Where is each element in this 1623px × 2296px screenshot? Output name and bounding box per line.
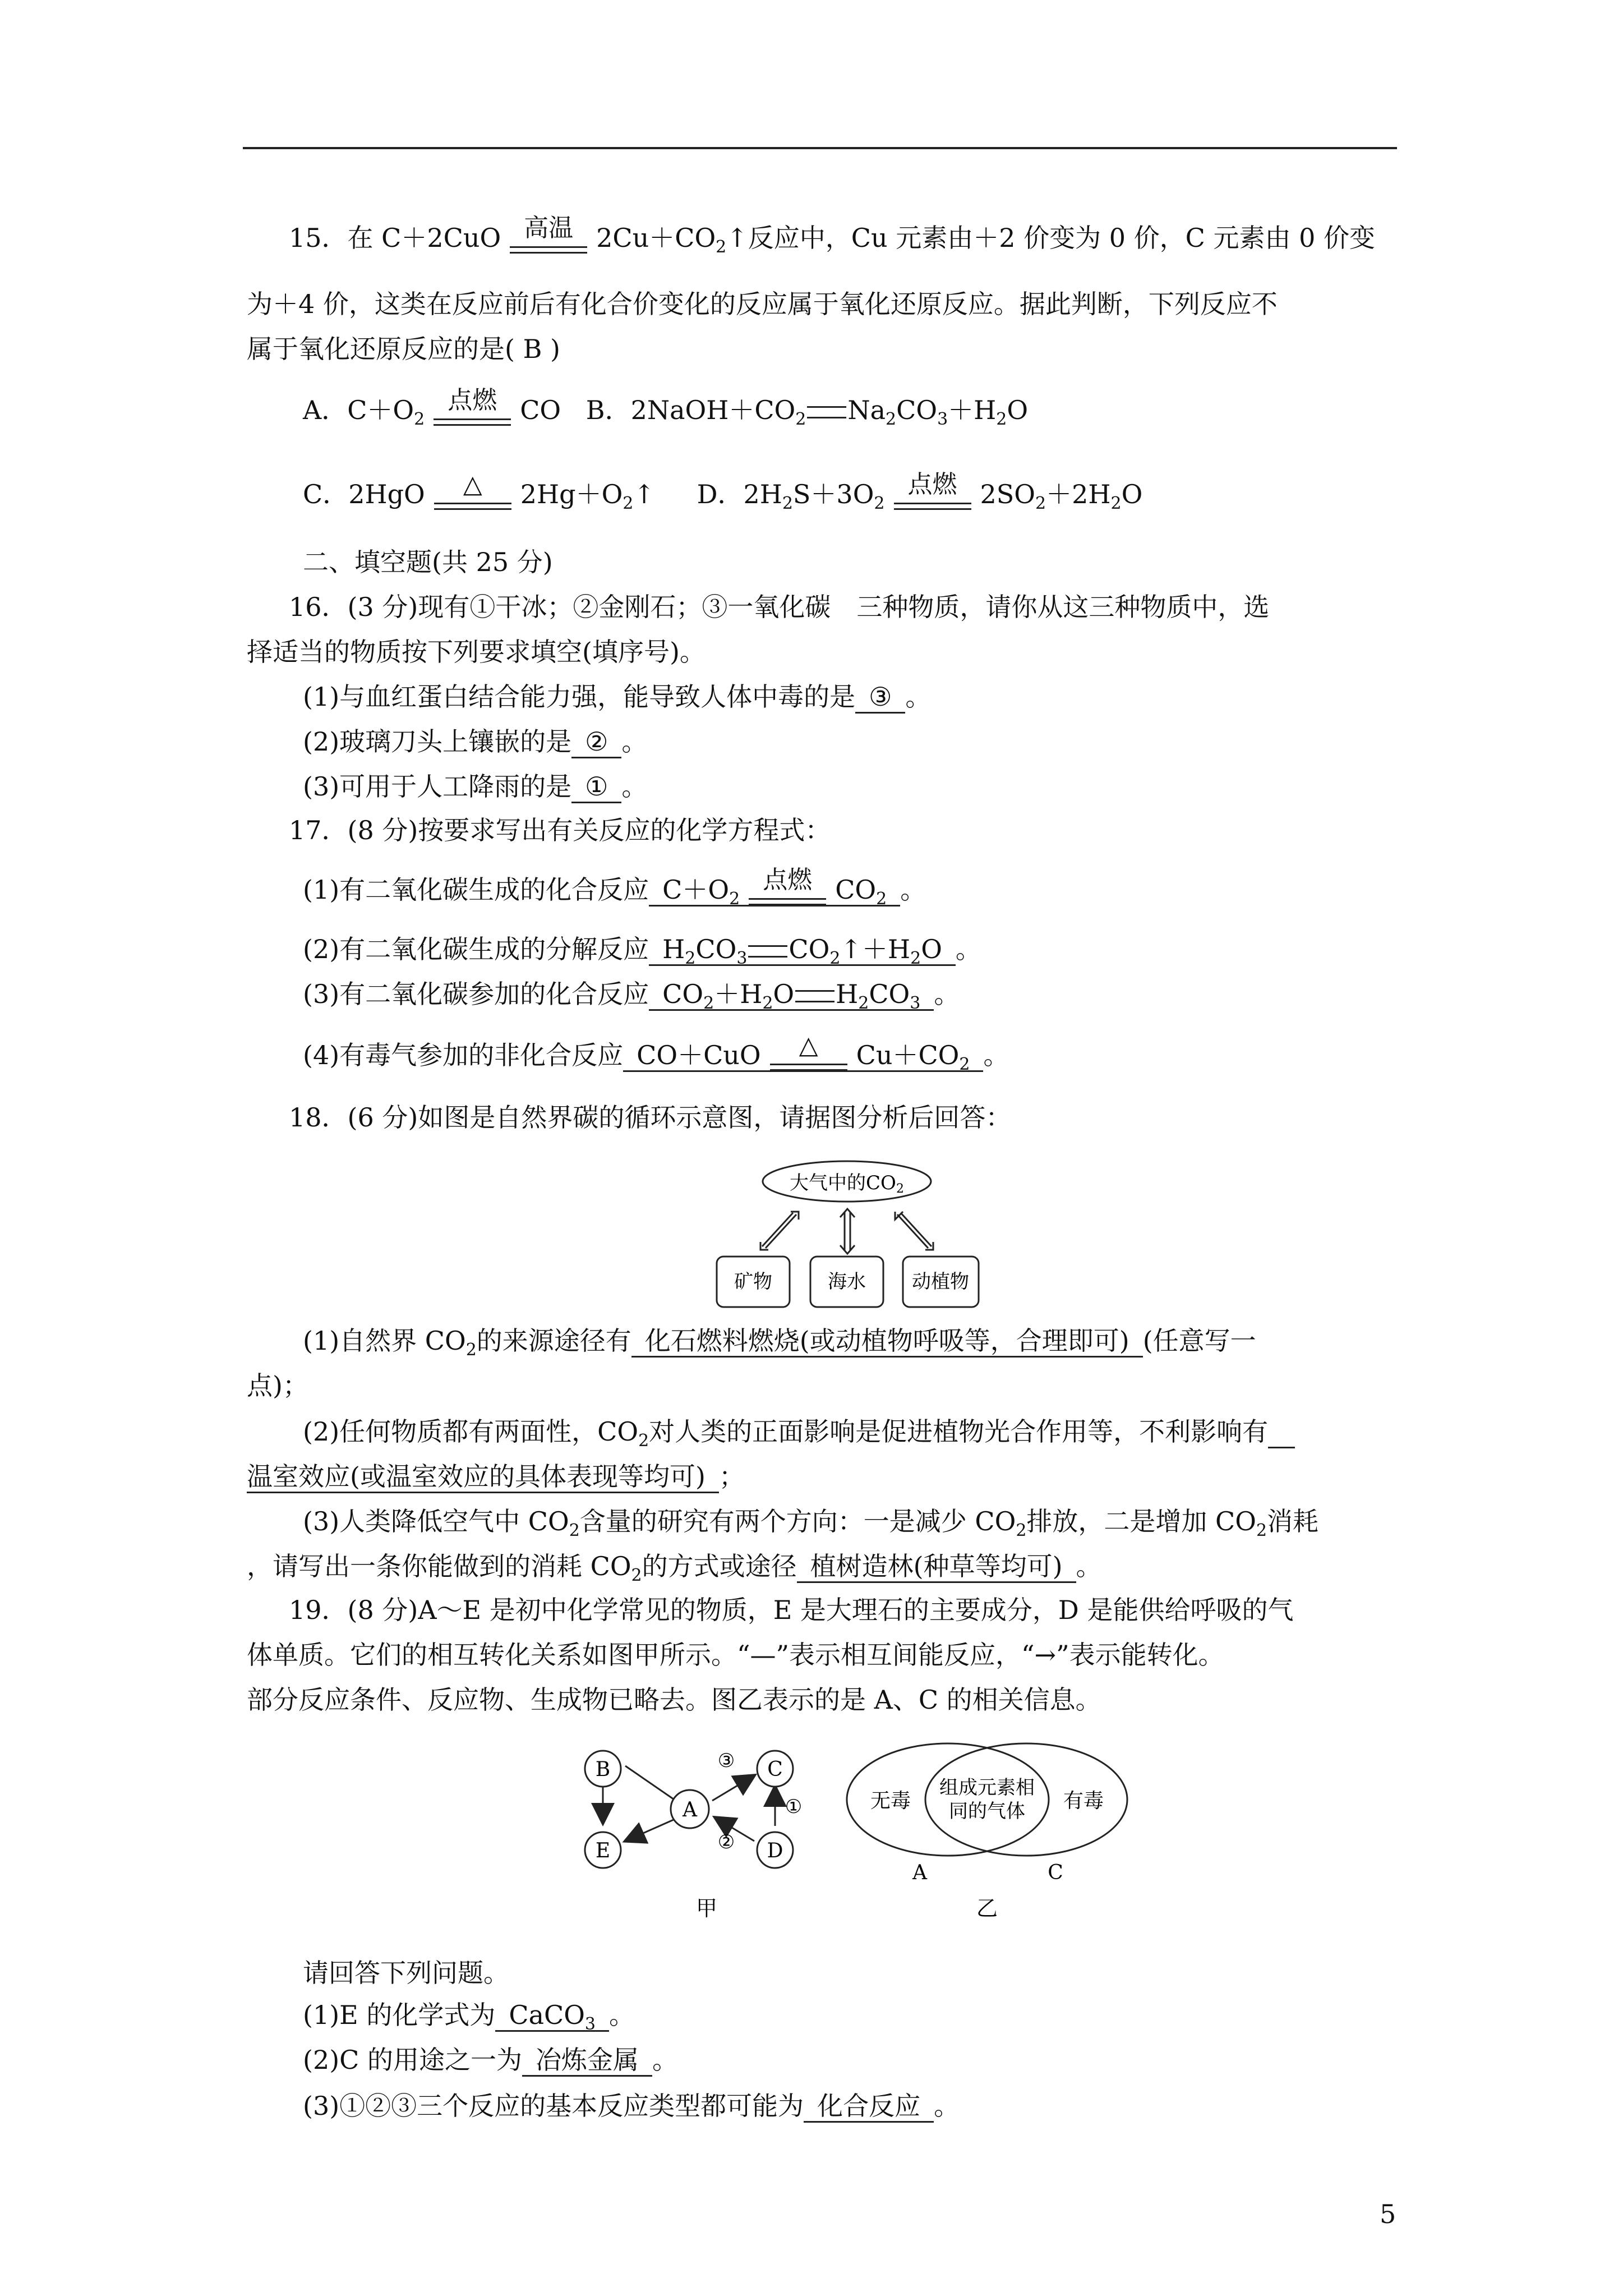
- condition-arrow: △: [431, 471, 515, 522]
- condition-arrow: △: [767, 1032, 851, 1083]
- answer-blank: 化石燃料燃烧(或动植物呼吸等，合理即可): [631, 1326, 1143, 1358]
- caption-jia: 甲: [695, 1896, 718, 1921]
- q18-part2: (2)任何物质都有两面性，$CO_2$对人类的正面影响是促进植物光合作用等，不利影响有: [303, 1414, 1295, 1459]
- q15-line1: 15．在 C＋2CuO 高温 $2Cu+CO_2↑$反应中，Cu 元素由＋2 价变为 0 价，C 元素由 0 价变: [289, 215, 1375, 265]
- q19-ask: 请回答下列问题。: [303, 1958, 509, 1988]
- answer-blank: $CO_2+H_2O$ $H_2CO_3$: [649, 979, 934, 1011]
- node-a: A: [683, 1798, 697, 1821]
- q19-line3: 部分反应条件、反应物、生成物已略去。图乙表示的是 A、C 的相关信息。: [247, 1685, 1101, 1715]
- answer-blank: 化合反应: [804, 2091, 934, 2123]
- page-number: 5: [1380, 2199, 1396, 2229]
- q16-line1: 16．(3 分)现有①干冰；②金刚石；③一氧化碳 三种物质，请你从这三种物质中，选: [289, 592, 1270, 622]
- q17-line1: 17．(8 分)按要求写出有关反应的化学方程式：: [289, 815, 831, 845]
- node-b: B: [595, 1758, 611, 1781]
- section-title: 二、填空题(共 25 分): [303, 547, 553, 577]
- condition-arrow: 点燃: [430, 387, 514, 438]
- q18-part2-cont: 温室效应(或温室效应的具体表现等均可) ；: [247, 1458, 745, 1494]
- q18-part1-cont: 点)；: [247, 1370, 308, 1401]
- caption-yi: 乙: [976, 1896, 998, 1921]
- carbon-cycle-diagram: [712, 1156, 981, 1313]
- header-rule: [243, 147, 1397, 149]
- venn-overlap-line2: 同的气体: [949, 1800, 1025, 1823]
- q18-line1: 18．(6 分)如图是自然界碳的循环示意图，请据图分析后回答：: [289, 1102, 1012, 1133]
- node-c: C: [767, 1758, 783, 1781]
- q19-line1: 19．(8 分)A～E 是初中化学常见的物质，E 是大理石的主要成分，D 是能供给呼吸的气: [289, 1595, 1294, 1625]
- q18-part3-cont: ，请写出一条你能做到的消耗 $CO_2$的方式或途径 植树造林(种草等均可) 。: [247, 1551, 1102, 1586]
- condition-arrow: 高温: [506, 215, 591, 265]
- diagram-box-seawater: 海水: [828, 1271, 866, 1293]
- answer-blank: 冶炼金属: [522, 2045, 652, 2077]
- mark-2: ②: [717, 1831, 735, 1853]
- q15-options-cd: C．2HgO △ $2Hg+O_2↑$ D．$2H_2S+3O_2$ 点燃 $2SO_2+2H_2O$: [303, 471, 1142, 522]
- q16-part3: (3)可用于人工降雨的是 ① 。: [303, 769, 647, 804]
- q15-line3: 属于氧化还原反应的是( B ): [247, 334, 560, 364]
- mark-1: ①: [785, 1796, 803, 1818]
- q15-options-ab: A．$C+O_2$ 点燃 CO B．$2NaOH+CO_2$ $Na_2CO_3+H_2O$: [303, 387, 1028, 438]
- answer-blank: ①: [571, 771, 621, 803]
- answer-blank: CaCO$_3$: [495, 2000, 609, 2032]
- q19-line2: 体单质。它们的相互转化关系如图甲所示。“—”表示相互间能反应，“→”表示能转化。: [247, 1640, 1224, 1670]
- q19-part1: (1)E 的化学式为 CaCO$_3$ 。: [303, 2000, 635, 2035]
- node-d: D: [767, 1839, 783, 1862]
- q19-part2: (2)C 的用途之一为 冶炼金属 。: [303, 2042, 678, 2078]
- figure-yi: [841, 1717, 1133, 1924]
- answer-blank: $C+O_2$ 点燃 $CO_2$: [649, 875, 900, 907]
- q18-part3: (3)人类降低空气中 $CO_2$含量的研究有两个方向：一是减少 $CO_2$排放，二是增加 $CO_2$消耗: [303, 1506, 1319, 1541]
- condition-arrow: 点燃: [891, 471, 975, 522]
- q17-part3: (3)有二氧化碳参加的化合反应 $CO_2+H_2O$ $H_2CO_3$ 。: [303, 979, 960, 1014]
- venn-set-a: A: [912, 1861, 927, 1884]
- q16-part1: (1)与血红蛋白结合能力强，能导致人体中毒的是 ③ 。: [303, 679, 931, 715]
- diagram-box-mineral: 矿物: [734, 1271, 772, 1293]
- answer-blank: ②: [571, 726, 621, 758]
- q16-line2: 择适当的物质按下列要求填空(填序号)。: [247, 637, 706, 667]
- diagram-box-organisms: 动植物: [912, 1271, 969, 1293]
- q17-part1: (1)有二氧化碳生成的化合反应 $C+O_2$ 点燃 $CO_2$ 。: [303, 867, 926, 917]
- q19-part3: (3)①②③三个反应的基本反应类型都可能为 化合反应 。: [303, 2088, 960, 2124]
- diagram-atmosphere-label: 大气中的CO2: [790, 1172, 904, 1196]
- mark-3: ③: [717, 1750, 735, 1772]
- node-e: E: [595, 1839, 611, 1862]
- answer-blank: ③: [855, 682, 905, 714]
- venn-right-label: 有毒: [1063, 1789, 1104, 1812]
- venn-set-c: C: [1048, 1861, 1063, 1884]
- q17-part2: (2)有二氧化碳生成的分解反应 $H_2CO_3$ $CO_2↑+H_2O$ 。: [303, 934, 981, 969]
- q18-part1: (1)自然界 $CO_2$的来源途径有 化石燃料燃烧(或动植物呼吸等，合理即可) (任意写一: [303, 1326, 1256, 1360]
- answer-blank: CO＋CuO △ $Cu+CO_2$: [623, 1040, 983, 1072]
- q16-part2: (2)玻璃刀头上镶嵌的是 ② 。: [303, 724, 647, 760]
- q17-part4: (4)有毒气参加的非化合反应 CO＋CuO △ $Cu+CO_2$ 。: [303, 1032, 1009, 1083]
- condition-arrow: 点燃: [745, 867, 829, 917]
- figure-jia: [572, 1717, 841, 1924]
- venn-overlap-line1: 组成元素相: [939, 1777, 1035, 1799]
- answer-blank: 温室效应(或温室效应的具体表现等均可): [247, 1461, 719, 1493]
- venn-left-label: 无毒: [870, 1789, 911, 1812]
- answer-blank: 植树造林(种草等均可): [797, 1551, 1076, 1583]
- answer-blank: $H_2CO_3$ $CO_2↑+H_2O$: [649, 934, 956, 966]
- q15-line2: 为＋4 价，这类在反应前后有化合价变化的反应属于氧化还原反应。据此判断，下列反应不: [247, 289, 1278, 319]
